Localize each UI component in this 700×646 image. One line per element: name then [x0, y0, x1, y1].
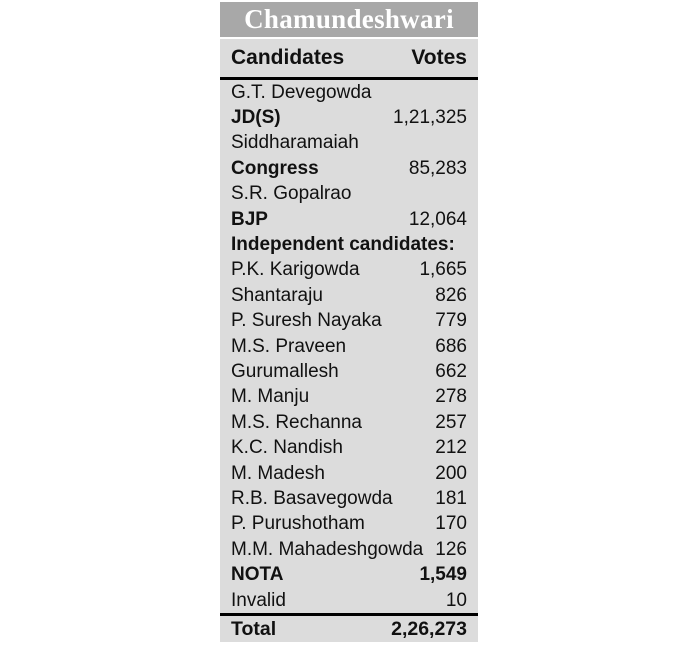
table-row — [220, 80, 478, 105]
candidate-name: P.K. Karigowda — [231, 259, 360, 281]
vote-count: 200 — [435, 462, 467, 484]
candidate-name: M.S. Rechanna — [231, 411, 362, 433]
vote-count: 170 — [435, 513, 467, 535]
candidates-column-header: Candidates — [231, 46, 345, 69]
candidate-name: Congress — [231, 157, 319, 179]
vote-count: 686 — [435, 335, 467, 357]
table-row — [220, 309, 478, 334]
table-body — [220, 39, 478, 642]
candidate-name: G.T. Devegowda — [231, 81, 372, 103]
vote-count: 1,549 — [419, 564, 467, 586]
votes-column-header: Votes — [411, 46, 467, 69]
vote-count: 1,665 — [419, 259, 467, 281]
candidate-name: M. Madesh — [231, 462, 325, 484]
candidate-name: Shantaraju — [231, 284, 323, 306]
total-label: Total — [231, 617, 277, 640]
candidate-name: Invalid — [231, 589, 286, 611]
candidate-name: BJP — [231, 208, 268, 230]
candidate-name: M.S. Praveen — [231, 335, 347, 357]
candidate-name: NOTA — [231, 564, 284, 586]
table-row — [220, 232, 478, 257]
table-row — [220, 131, 478, 156]
candidate-name: S.R. Gopalrao — [231, 183, 352, 205]
table-row — [220, 283, 478, 308]
candidate-name: R.B. Basavegowda — [231, 487, 393, 509]
table-row — [220, 486, 478, 511]
vote-count: 826 — [435, 284, 467, 306]
total-row — [220, 616, 478, 642]
candidate-name: M. Manju — [231, 386, 310, 408]
vote-count: 278 — [435, 386, 467, 408]
total-votes: 2,26,273 — [391, 617, 467, 640]
candidate-name: Siddharamaiah — [231, 132, 359, 154]
candidate-name: M.M. Mahadeshgowda — [231, 538, 424, 560]
vote-count: 779 — [435, 310, 467, 332]
constituency-title: Chamundeshwari — [244, 4, 454, 34]
candidate-name: K.C. Nandish — [231, 437, 343, 459]
vote-count: 85,283 — [408, 157, 467, 179]
table-row — [220, 258, 478, 283]
candidate-name: JD(S) — [231, 107, 281, 129]
table-header-row — [220, 39, 478, 77]
constituency-title-bar — [220, 2, 478, 37]
vote-count: 257 — [435, 411, 467, 433]
table-row — [220, 182, 478, 207]
table-row — [220, 156, 478, 181]
table-row — [220, 461, 478, 486]
vote-count: 181 — [435, 487, 467, 509]
table-row — [220, 207, 478, 232]
table-row — [220, 410, 478, 435]
candidate-name: Gurumallesh — [231, 360, 339, 382]
vote-count: 126 — [435, 538, 467, 560]
table-row — [220, 512, 478, 537]
election-results-table — [220, 2, 478, 642]
table-row — [220, 562, 478, 587]
vote-count: 1,21,325 — [393, 107, 467, 129]
candidate-name: P. Suresh Nayaka — [231, 310, 382, 332]
candidate-name: Independent candidates: — [231, 234, 455, 256]
table-row — [220, 588, 478, 613]
table-row — [220, 435, 478, 460]
table-row — [220, 537, 478, 562]
vote-count: 212 — [435, 437, 467, 459]
candidate-name: P. Purushotham — [231, 513, 365, 535]
vote-count: 12,064 — [408, 208, 467, 230]
table-row — [220, 334, 478, 359]
table-row — [220, 105, 478, 130]
vote-count: 662 — [435, 360, 467, 382]
table-rows — [220, 80, 478, 613]
table-row — [220, 359, 478, 384]
table-row — [220, 385, 478, 410]
vote-count: 10 — [445, 589, 467, 611]
